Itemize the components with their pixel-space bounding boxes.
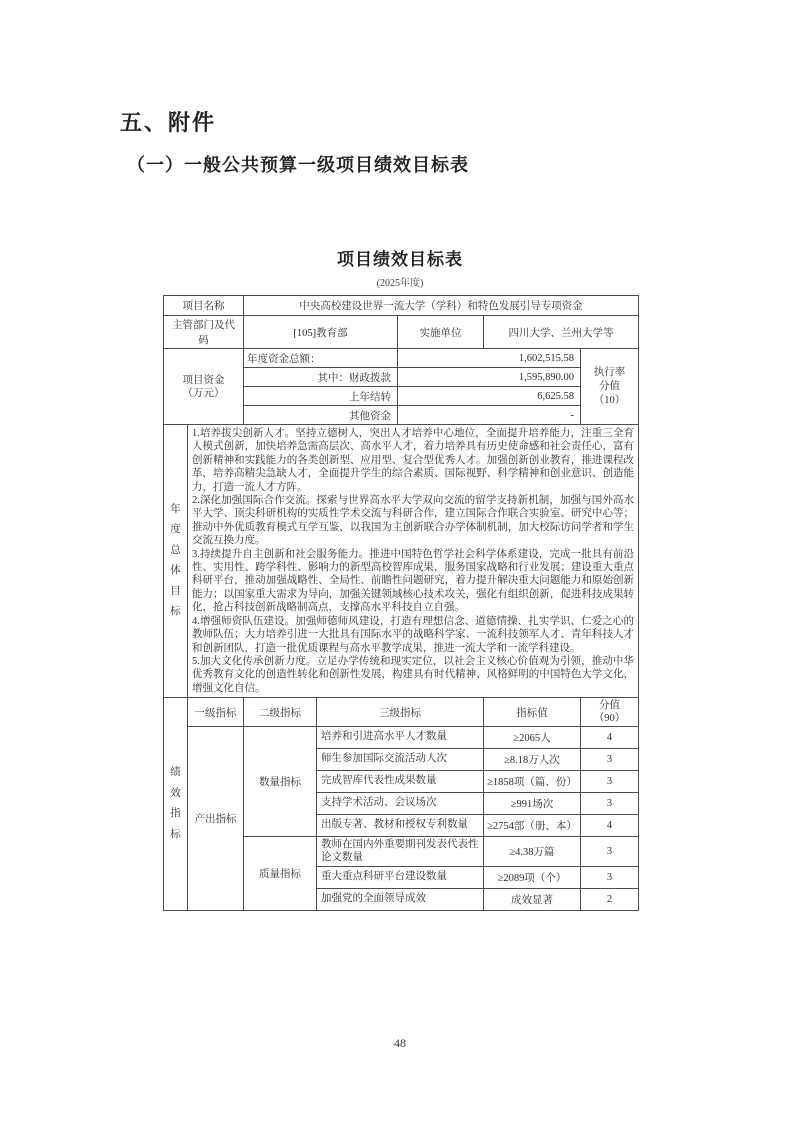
indicator-name: 重大重点科研平台建设数量	[317, 867, 484, 889]
project-info-table	[163, 295, 639, 425]
table-row	[164, 296, 639, 316]
funding-row-value: 6,625.58	[398, 387, 581, 406]
unit-label: 实施单位	[398, 316, 484, 349]
funding-label-line2: （万元）	[182, 387, 225, 399]
execution-rate-score-label	[581, 349, 639, 425]
objective-item: 1.培养拔尖创新人才。坚持立德树人，突出人才培养中心地位，全面提升培养能力，注重三全育人模式创新，加快培养急需高层次、高水平人才，着力培养具有历史使命感和社会责任心，富有创新精神和实践能力的各类创新型、应用型、复合型优秀人才。加强创新创业教育，推进课程改革，培养高精尖急缺人才，全面提升学生的综合素质、国际视野、科学精神和创业意识、创造能力，打造一流人才方阵。	[192, 428, 634, 493]
objective-item: 3.持续提升自主创新和社会服务能力。推进中国特色哲学社会科学体系建设，完成一批具有前沿性、实用性、跨学科性、影响力的新型高校智库成果，服务国家战略和行业发展；建设重大重点科研平台，推动加强战略性、全局性、前瞻性问题研究，着力提升解决重大问题能力和原始创新能力；以国家重大需求为导向，加强关键领域核心技术攻关，强化有组织创新，促进科技成果转化，抢占科技创新战略制高点，支撑高水平科技自立自强。	[192, 548, 634, 614]
table-row	[164, 349, 639, 368]
indicators-group-label-text: 绩效指标	[170, 767, 181, 840]
objectives-label	[164, 425, 188, 698]
indicator-target: 成效显著	[484, 889, 581, 911]
indicator-score: 3	[581, 793, 639, 815]
level2-quality-indicator: 质量指标	[244, 837, 317, 911]
indicator-score: 4	[581, 727, 639, 749]
indicator-target: ≥4.38万篇	[484, 837, 581, 867]
funding-label	[164, 349, 244, 425]
objectives-content	[188, 425, 639, 698]
indicator-name: 教师在国内外重要期刊发表代表性论文数量	[317, 837, 484, 867]
indicator-target: ≥2089项（个）	[484, 867, 581, 889]
dept-value: [105]教育部	[244, 316, 398, 349]
objectives-label-text: 年度总体目标	[170, 503, 181, 617]
funding-row-value: 1,595,890.00	[398, 368, 581, 387]
table-row	[164, 425, 639, 698]
unit-value: 四川大学、兰州大学等	[484, 316, 639, 349]
execution-rate-line3: （10）	[593, 394, 626, 406]
objective-item: 5.加大文化传承创新力度。立足办学传统和现实定位，以社会主义核心价值观为引领，推动中华优秀教育文化的创造性转化和创新性发展，构建具有时代精神、风格鲜明的中国特色大学文化，增强文化自信。	[192, 655, 634, 694]
page-number: 48	[394, 1036, 406, 1050]
execution-rate-line2: 分值	[599, 380, 620, 392]
col-header-level1: 一级指标	[188, 698, 244, 727]
level1-indicator: 产出指标	[188, 727, 244, 911]
indicator-name: 完成智库代表性成果数量	[317, 771, 484, 793]
funding-row-label: 上年结转	[244, 387, 398, 406]
indicator-score: 3	[581, 771, 639, 793]
col-header-level2: 二级指标	[244, 698, 317, 727]
level2-quantity-indicator: 数量指标	[244, 727, 317, 837]
table-subtitle-year: (2025年度)	[376, 278, 424, 289]
indicator-score: 3	[581, 749, 639, 771]
indicators-header-row	[164, 698, 639, 727]
funding-row-value: -	[398, 406, 581, 425]
col-header-score	[581, 698, 639, 727]
funding-label-line1: 项目资金	[182, 374, 225, 386]
objective-item: 4.增强师资队伍建设。加强师德师风建设，打造有理想信念、道德情操、扎实学识、仁爱之心的教师队伍；大力培养引进一大批具有国际水平的战略科学家、一流科技领军人才、青年科技人才和创新团队，打造一批优质课程与高水平教学成果，推进一流大学和一流学科建设。	[192, 615, 634, 654]
funding-row-label: 其中：财政拨款	[244, 368, 398, 387]
funding-row-label: 年度资金总额：	[244, 349, 398, 368]
indicator-score: 4	[581, 815, 639, 837]
funding-row-label: 其他资金	[244, 406, 398, 425]
col-header-score-line2: （90）	[593, 713, 626, 725]
col-header-target: 指标值	[484, 698, 581, 727]
indicator-score: 3	[581, 867, 639, 889]
indicator-name: 出版专著、教材和授权专利数量	[317, 815, 484, 837]
funding-row-value: 1,602,515.58	[398, 349, 581, 368]
indicator-target: ≥2754部（册、本）	[484, 815, 581, 837]
indicator-name: 师生参加国际交流活动人次	[317, 749, 484, 771]
indicator-score: 2	[581, 889, 639, 911]
execution-rate-line1: 执行率	[593, 366, 626, 378]
project-name-label: 项目名称	[164, 296, 244, 316]
section-heading: 五、附件	[120, 110, 217, 135]
project-name-value: 中央高校建设世界一流大学（学科）和特色发展引导专项资金	[244, 296, 639, 316]
col-header-level3: 三级指标	[317, 698, 484, 727]
indicator-row	[164, 727, 639, 749]
indicator-target: ≥2065人	[484, 727, 581, 749]
objective-item: 2.深化加强国际合作交流。探索与世界高水平大学双向交流的留学支持新机制，加强与国外高水平大学、顶尖科研机构的实质性学术交流与科研合作，建立国际合作联合实验室、研究中心等；推动中外优质教育模式互学互鉴，以我国为主创新联合办学体制机制，加大校际访问学者和学生交流互换力度。	[192, 495, 634, 547]
indicator-name: 支持学术活动、会议场次	[317, 793, 484, 815]
col-header-score-line1: 分值	[599, 700, 620, 712]
dept-label: 主管部门及代码	[164, 316, 244, 349]
indicators-table	[163, 697, 639, 911]
performance-target-table	[163, 295, 638, 911]
indicator-target: ≥1858项（篇、份）	[484, 771, 581, 793]
indicator-target: ≥991场次	[484, 793, 581, 815]
table-row	[164, 316, 639, 349]
indicator-name: 培养和引进高水平人才数量	[317, 727, 484, 749]
objectives-table	[163, 424, 639, 698]
subsection-heading: （一）一般公共预算一级项目绩效目标表	[127, 155, 469, 175]
indicators-group-label	[164, 698, 188, 911]
indicator-name: 加强党的全面领导成效	[317, 889, 484, 911]
table-title: 项目绩效目标表	[337, 250, 463, 269]
indicator-score: 3	[581, 837, 639, 867]
indicator-target: ≥8.18万人次	[484, 749, 581, 771]
